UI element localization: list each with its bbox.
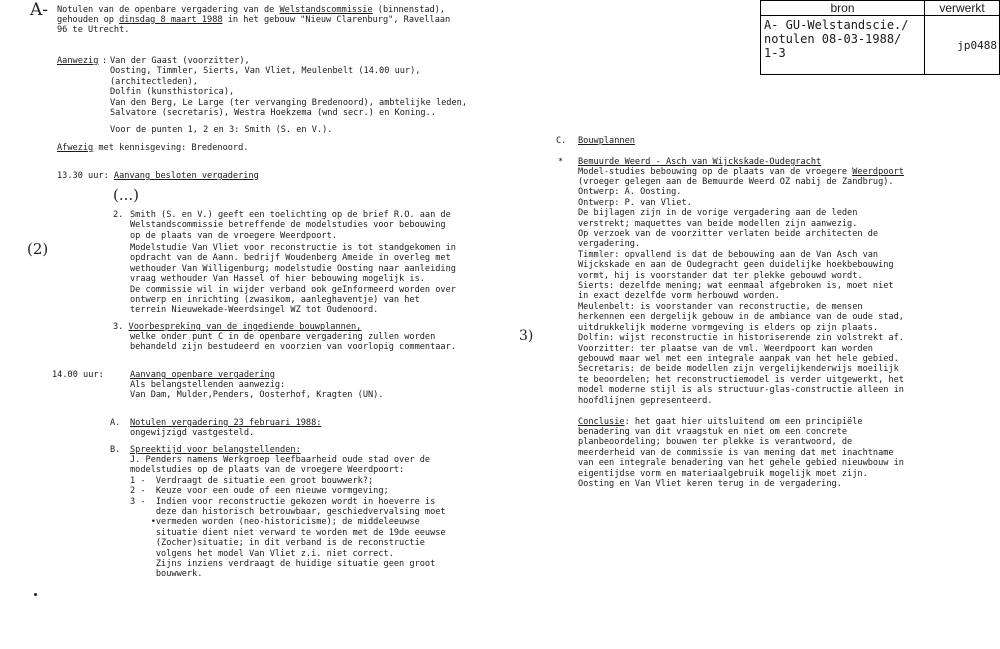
item-3-heading: 3. Voorbespreking van de ingediende bouwplannen, [113,322,362,332]
points-line: Voor de punten 1, 2 en 3: Smith (S. en V.). [110,125,333,135]
item-3-text: welke onder punt C in de openbare vergadering zullen worden behandeld zijn bestudeerd en voorzien van voorlopig commentaar. [130,332,456,353]
stamp-col-processed: verwerkt [925,1,1000,16]
item-c-title: Bouwplannen [578,136,635,146]
stamp-code: jp0488 [925,16,1000,75]
closed-session-heading: 13.30 uur: Aanvang besloten vergadering [57,171,259,181]
stamp-source-value: A- GU-Welstandscie./ notulen 08-03-1988/ 1-3 [761,16,925,75]
item-2-text: Smith (S. en V.) geeft een toelichting op de brief R.O. aan de Welstandscommissie betreffende de modelstudies voor bebouwing op de plaats van de vroegere Weerdpoort. [130,210,451,241]
open-session-text: Als belangstellenden aanwezig: Van Dam, Mulder,Penders, Oosterhof, Kragten (UN). [130,380,384,401]
header-line-2: gehouden op dinsdag 8 maart 1988 in het gebouw "Nieuw Clarenburg", Ravellaan [57,15,451,25]
item-a-title: Notulen vergadering 23 februari 1988: [130,418,322,428]
header-mark: A- [30,0,49,20]
item-2-paragraph: Modelstudie Van Vliet voor reconstructie is tot standgekomen in opdracht van de Aann. bedrijf Woudenberg Ameide in overleg met wethouder Van Willigenburg; modelstudie Oosting naar aanleiding vraag wethouder Van Hassel of hier bebouwing mogelijk is. De commissie wil in wijder verband ook geInformeerd worden over ontwerp en inrichting (zwasikom, aanleghaventje) van het terrein Nieuwekade-Weerdsingel WZ tot Oudenoord. [130,243,456,316]
plan-title: Bemuurde Weerd - Asch van Wijckskade-Oudegracht [578,157,822,167]
item-2-number: 2. [113,210,124,220]
plan-text: (vroeger gelegen aan de Bemuurde Weerd OZ nabij de Zandbrug). Ontwerp: A. Oosting. Ontwerp: P. van Vliet. De bijlagen zijn in de vorige vergadering aan de leden verstrekt; maquettes van beide modellen zijn aanwezig. Op verzoek van de voorzitter verlaten beide architecten de vergadering. Timmler: opvallend is dat de bebouwing aan de Van Asch van Wijckskade en aan de Oudegracht geen duidelijke hoekbebouwing vormt, hij is voorstander dat ter plekke gebouwd wordt. Sierts: dezelfde mening; wat eenmaal afgebroken is, moet niet in exact dezelfde vorm herbouwd worden. Meulenbelt: is voorstander van reconstructie, de mensen herkennen een dergelijk gebouw in de ambiance van de oude stad, uitdrukkelijk moderne vormgeving is elders op zijn plaats. Dolfin: wijst reconstructie in historiserende zin volstrekt af. Voorzitter: ter plaatse van de vml. Weerdpoort kan worden gebouwd maar wel met een integrale aanpak van het hele gebied. Secretaris: de beide modellen zijn vergelijkenderwijs moeilijk te beoordelen; het reconstructiemodel is verder uitgewerkt, het model moderne stijl is als structuur-glas-constructie alleen in hoofdlijnen gepresenteerd. [578,177,904,406]
absent-line: Afwezig met kennisgeving: Bredenoord. [57,143,249,153]
present-label: Aanwezig [57,56,99,66]
open-session-time: 14.00 uur: [52,370,104,380]
item-a-letter: A. [110,418,121,428]
item-b-text: J. Penders namens Werkgroep leefbaarheid oude stad over de modelstudies op de plaats van de vroegere Weerdpoort: 1 - Verdraagt de situatie een groot bouwwerk?; 2 - Keuze voor een oude of een nieuwe vormgeving; 3 - Indien voor reconstructie gekozen wordt in hoeverre is deze dan historisch betrouwbaar, geschiedvervalsing moet •vermeden worden (neo-historicisme); de middeleeuwse situatie dient niet verward te worden met de 19de eeuwse (Zocher)situatie; in dit verband is de reconstructie volgens het model Van Vliet z.i. niet correct. Zijns inziens verdraagt de huidige situatie geen groot bouwwerk. [130,455,446,580]
archive-stamp [760,0,1000,75]
item-a-text: ongewijzigd vastgesteld. [130,428,255,438]
handwritten-2: (2) [27,240,49,258]
conclusion-text: benadering van dit vraagstuk en niet om een concrete planbeoordeling; bouwen ter plekke is verantwoord, de meerderheid van de commissie is van mening dat met inachtname van een integrale benadering van het gehele gebied nieuwbouw in eigentijdse vorm en materiaalgebruik mogelijk moet zijn. Oosting en Van Vliet keren terug in de vergadering. [578,427,904,490]
stamp-col-source: bron [761,1,925,16]
handwritten-ellipsis: (...) [113,186,140,204]
present-colon: : [102,56,108,66]
plan-line-1: Model-studies bebouwing op de plaats van de vroegere Weerdpoort [578,167,904,177]
conclusion-first-line: Conclusie: het gaat hier uitsluitend om een principiële [578,417,863,427]
open-session-heading: Aanvang openbare vergadering [130,370,275,380]
item-c-letter: C. [556,136,567,146]
present-list: Van der Gaast (voorzitter), Oosting, Timmler, Sierts, Van Vliet, Meulenbelt (14.00 uur), (architectleden), Dolfin (kunsthistorica), Van den Berg, Le Large (ter vervanging Bredenoord), ambtelijke leden, Salvatore (secretaris), Westra Hoekzema (wnd secr.) en Koning.. [110,56,467,119]
header-line-3: 96 te Utrecht. [57,25,130,35]
stray-dot [34,593,37,596]
item-b-letter: B. [110,445,121,455]
handwritten-3: 3) [519,328,534,344]
plan-bullet: * [558,157,564,167]
item-b-title: Spreektijd voor belangstellenden: [130,445,301,455]
header-line-1: Notulen van de openbare vergadering van de Welstandscommissie (binnenstad), [57,5,446,15]
